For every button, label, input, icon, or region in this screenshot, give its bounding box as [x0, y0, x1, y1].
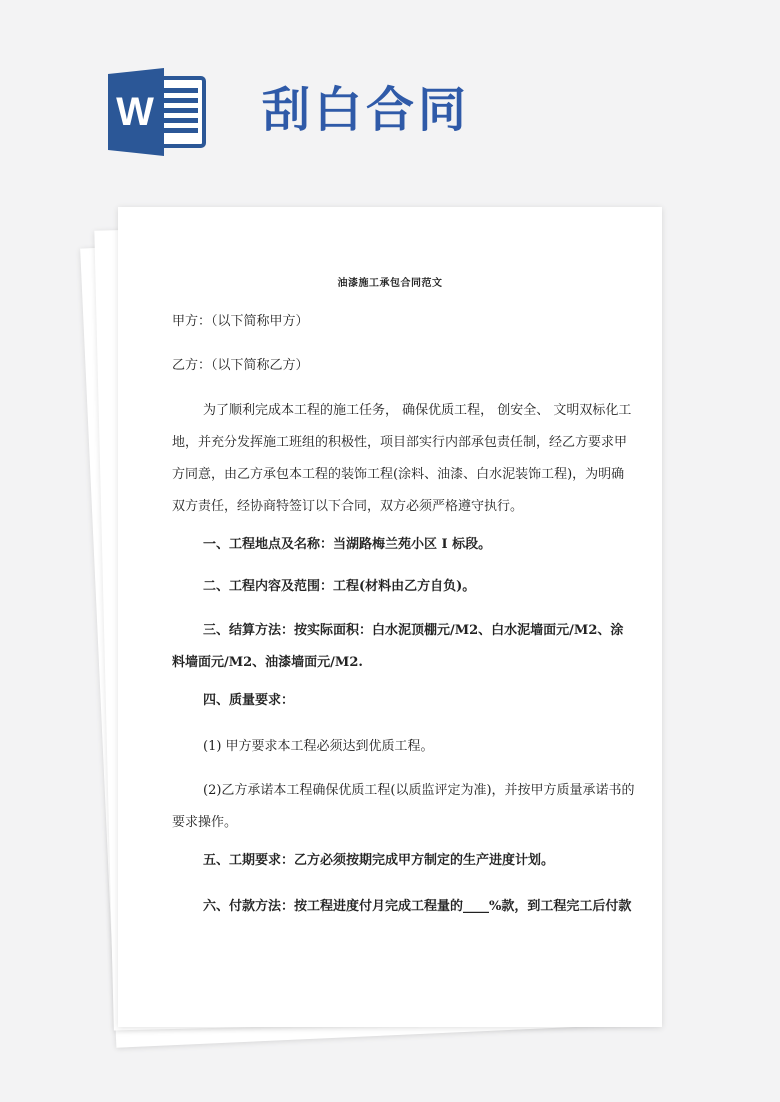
clause-3: 三、结算方法：按实际面积：白水泥顶棚元/M2、白水泥墙面元/M2、涂料墙面元/M2、油漆墙面元/M2.	[172, 623, 624, 670]
clause-4: 四、质量要求：	[203, 693, 295, 708]
document-title: 油漆施工承包合同范文	[337, 278, 443, 289]
clause-4-item-1: (1) 甲方要求本工程必须达到优质工程。	[203, 739, 434, 754]
party-a-line: 甲方：（以下简称甲方）	[172, 314, 309, 329]
clause-6: 六、付款方法：按工程进度付月完成工程量的____%款，到工程完工后付款	[203, 899, 632, 914]
intro-paragraph: 为了顺利完成本工程的施工任务， 确保优质工程， 创安全、 文明双标化工地，并充分发挥施工班组的积极性，项目部实行内部承包责任制，经乙方要求甲方同意，由乙方承包本工程的装饰工程(涂料、油漆、白水泥装饰工程)，为明确双方责任，经协商特签订以下合同，双方必须严格遵守执行。	[172, 403, 632, 514]
clause-1: 一、工程地点及名称：当湖路梅兰苑小区 I 标段。	[203, 537, 492, 552]
clause-2: 二、工程内容及范围：工程(材料由乙方自负)。	[203, 579, 476, 594]
party-b-line: 乙方：（以下简称乙方）	[172, 358, 309, 373]
word-document-icon	[108, 68, 208, 156]
document-page	[118, 207, 662, 1027]
clause-4-item-2: (2)乙方承诺本工程确保优质工程(以质监评定为准)，并按甲方质量承诺书的要求操作。	[172, 783, 635, 830]
header	[0, 0, 780, 200]
page-title: 刮白合同	[262, 82, 471, 138]
clause-5: 五、工期要求：乙方必须按期完成甲方制定的生产进度计划。	[203, 853, 555, 868]
svg-text:W: W	[116, 90, 154, 134]
